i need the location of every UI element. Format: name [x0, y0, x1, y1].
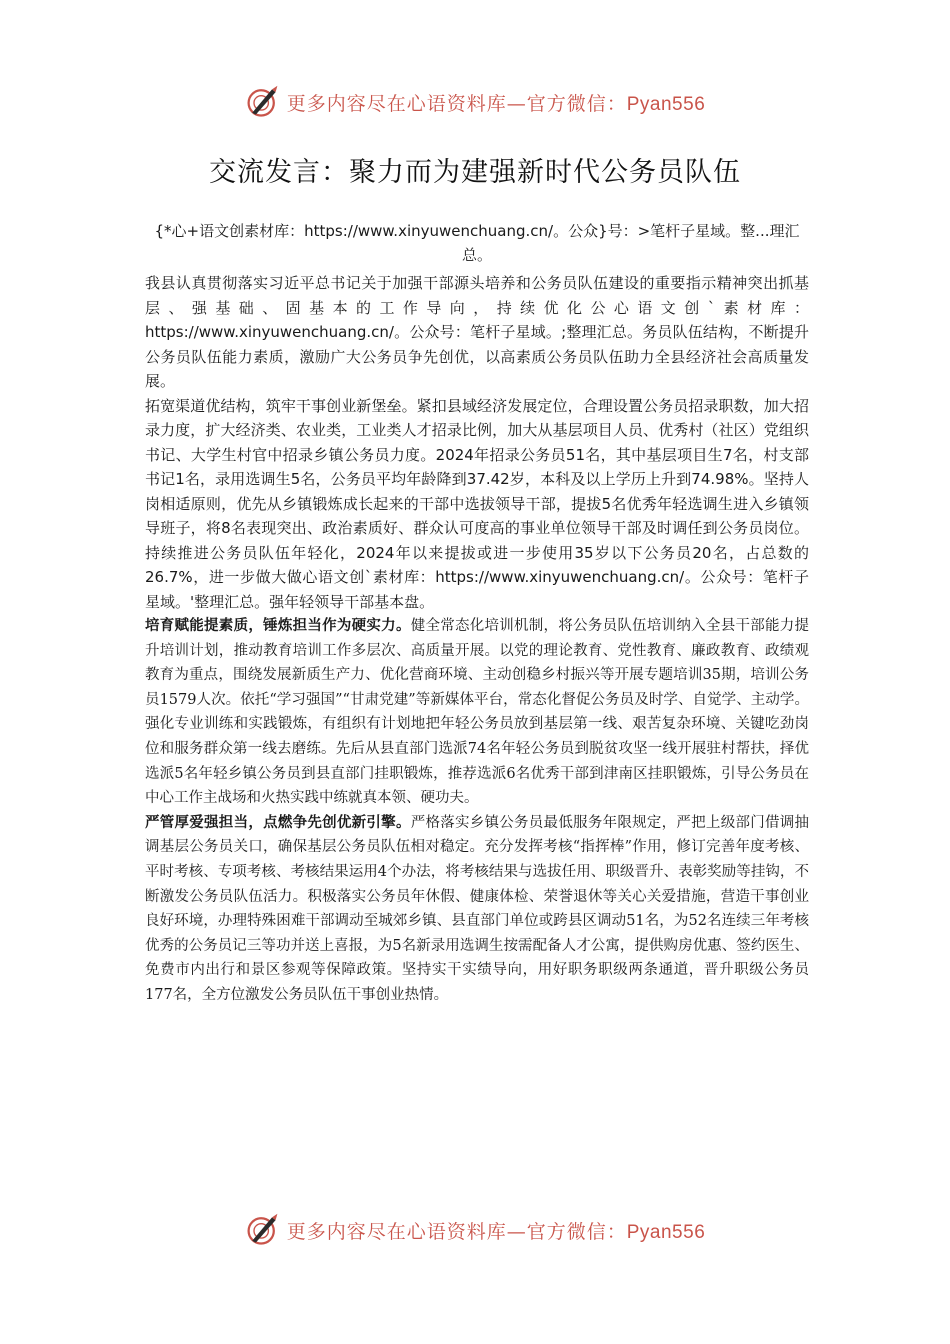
paragraph-intro: 我县认真贯彻落实习近平总书记关于加强干部源头培养和公务员队伍建设的重要指示精神突出抓基层、强基础、固基本的工作导向，持续优化公心语文创`素材库：https://www.xinyuwenchuang.cn/。公众号：笔杆子星域。;整理汇总。务员队伍结构，不断提升公务员队伍能力素质，激励广大公务员争先创优，以高素质公务员队伍助力全县经济社会高质量发展。: [145, 274, 809, 390]
banner-text: 更多内容尽在心语资料库—官方微信：Pyan556: [286, 1220, 706, 1243]
wechat-id: Pyan556: [626, 1221, 706, 1243]
source-notice: {*心+语文创素材库：https://www.xinyuwenchuang.cn/。公众}号：>笔杆子星域。整...理汇总。: [154, 222, 800, 264]
paragraph-lead: 严管厚爱强担当，点燃争先创优新引擎。: [145, 814, 411, 831]
paragraph-lead: 培育赋能提素质，锤炼担当作为硬实力。: [145, 618, 411, 634]
brush-logo-icon: [245, 84, 281, 120]
brush-logo-icon: [245, 1212, 281, 1248]
banner-text: 更多内容尽在心语资料库—官方微信：Pyan556: [286, 92, 706, 115]
header-banner: [0, 80, 950, 124]
paragraph-training: 培育赋能提素质，锤炼担当作为硬实力。健全常态化培训机制，将公务员队伍培训纳入全县干部能力提升培训计划，推动教育培训工作多层次、高质量开展。以党的理论教育、党性教育、廉政教育、政绩观教育为重点，围绕发展新质生产力、优化营商环境、主动创稳乡村振兴等开展专题培训35期，培训公务员1579人次。依托“学习强国”“甘肃党建”等新媒体平台，常态化督促公务员及时学、自觉学、主动学。强化专业训练和实践锻炼，有组织有计划地把年轻公务员放到基层第一线、艰苦复杂环境、关键吃劲岗位和服务群众第一线去磨练。先后从县直部门选派74名年轻公务员到脱贫攻坚一线开展驻村帮扶，择优选派5名年轻乡镇公务员到县直部门挂职锻炼，推荐选派6名优秀干部到津南区挂职锻炼，引导公务员在中心工作主战场和火热实践中练就真本领、硬功夫。: [145, 618, 809, 807]
wechat-id: Pyan556: [626, 93, 706, 115]
footer-banner: [0, 1208, 950, 1252]
paragraph-structure: 拓宽渠道优结构，筑牢干事创业新堡垒。紧扣县域经济发展定位，合理设置公务员招录职数，加大招录力度，扩大经济类、农业类，工业类人才招录比例，加大从基层项目人员、优秀村（社区）党组织书记、大学生村官中招录乡镇公务员力度。2024年招录公务员51名，其中基层项目生7名，村支部书记1名，录用选调生5名，公务员平均年龄降到37.42岁，本科及以上学历上升到74.98%。坚持人岗相适原则，优先从乡镇锻炼成长起来的干部中选拔领导干部，提拔5名优秀年轻选调生进入乡镇领导班子，将8名表现突出、政治素质好、群众认可度高的事业单位领导干部及时调任到公务员岗位。持续推进公务员队伍年轻化，2024年以来提拔或进一步使用35岁以下公务员20名，占总数的26.7%，进一步做大做心语文创`素材库：https://www.xinyuwenchuang.cn/。公众号：笔杆子星域。'整理汇总。强年轻领导干部基本盘。: [145, 396, 809, 611]
paragraph-management: 严管厚爱强担当，点燃争先创优新引擎。严格落实乡镇公务员最低服务年限规定，严把上级部门借调抽调基层公务员关口，确保基层公务员队伍相对稳定。充分发挥考核“指挥棒”作用，修订完善年度考核、平时考核、专项考核、考核结果运用4个办法，将考核结果与选拔任用、职级晋升、表彰奖励等挂钩，不断激发公务员队伍活力。积极落实公务员年休假、健康体检、荣誉退休等关心关爱措施，营造干事创业良好环境，办理特殊困难干部调动至城郊乡镇、县直部门单位或跨县区调动51名，为52名连续三年考核优秀的公务员记三等功并送上喜报，为5名新录用选调生按需配备人才公寓，提供购房优惠、签约医生、免费市内出行和景区参观等保障政策。坚持实干实绩导向，用好职务职级两条通道，晋升职级公务员177名，全方位激发公务员队伍干事创业热情。: [145, 814, 809, 1003]
document-title: 交流发言：聚力而为建强新时代公务员队伍: [209, 157, 741, 188]
document-body: [145, 219, 809, 1008]
